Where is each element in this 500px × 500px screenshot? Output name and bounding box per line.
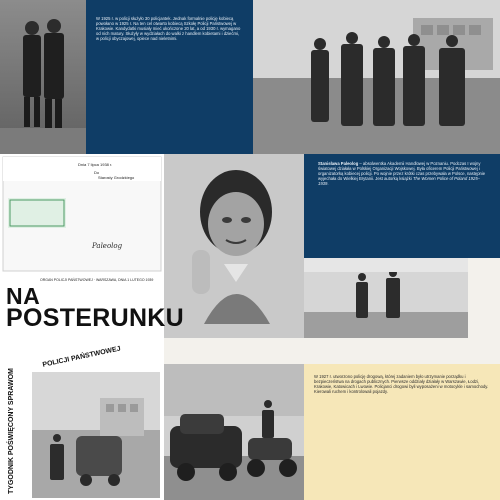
caption-end: . <box>327 181 329 187</box>
text-block-right <box>304 154 500 258</box>
text-block-right-paragraph <box>318 161 490 186</box>
magazine-cover <box>0 274 185 500</box>
magazine-title-line2: POSTERUNKU <box>6 304 185 332</box>
magazine-street-photo <box>32 372 160 498</box>
document-date: Dnia 7 lipca 1938 r. <box>78 162 113 167</box>
document-signature: Paleolog <box>92 242 123 250</box>
caption-text: – absolwentka Akademii Handlowej w Poznaniu. Podczas I wojny światowej działała w Polskiej Organizacji Wojskowej. Była oficerem Policji Państwowej i organizatorką kobiecej policji. Po wojnie przez krótki czas przebywała w Polsce, następnie wyjechała do Wielkiej Brytanii. Jest autorką książki <box>318 161 486 182</box>
text-block-bottom-right-paragraph: W 1927 r. utworzono policję drogową, której zadaniem było utrzymanie porządku i bezpieczeństwa na drogach publicznych. Pierwsze oddziały działały w Warszawie, Łodzi, Krakowie, Katowicach i Lwowie. Policjanci drogowi byli wyposażeni w motocykle i samochody. Kierowali ruchem i kontrolowali pojazdy. <box>314 374 489 395</box>
book-title: The Women Police of Poland 1925–1939 <box>318 176 480 187</box>
road-police-photo <box>164 364 304 500</box>
policewomen-portrait-photo <box>0 0 86 154</box>
magazine-vertical-top: POLICJI PAŃSTWOWEJ <box>42 345 122 369</box>
typed-document-scan <box>0 154 164 274</box>
text-block-top <box>86 0 253 154</box>
document-line2: Starosty Grodzkiego <box>98 175 135 180</box>
magazine-meta: ORGAN POLICJI PAŃSTWOWEJ · WARSZAWA, DNIA 1 LUTEGO 1939 <box>40 278 154 282</box>
magazine-vertical-side: TYGODNIK POŚWIĘCONY SPRAWOM <box>8 368 15 494</box>
woman-portrait-photo <box>164 154 304 338</box>
policewomen-street-photo <box>304 258 468 338</box>
text-block-top-paragraph: W 1925 r. w policji służyło 30 policjantek. Jednak formalnie policję kobiecą powołano w 1925 r. Na ten cel otwarto kobiecą Szkołę Policji Państwowej w Krakowie. Kandydatki musiały mieć ukończone 20 lat, a od 1930 r. wymagano od nich matury. Służyły w wydziałach do walki z handlem kobietami i dziećmi, w policji obyczajowej, opiece nad nieletnimi. <box>96 16 241 42</box>
magazine-title-line1: NA <box>6 283 41 309</box>
caption-title: Stanisława Paleolog <box>318 161 359 166</box>
document-line1: Do <box>94 170 100 175</box>
officers-group-photo <box>253 0 500 154</box>
text-block-bottom-right <box>304 364 500 500</box>
